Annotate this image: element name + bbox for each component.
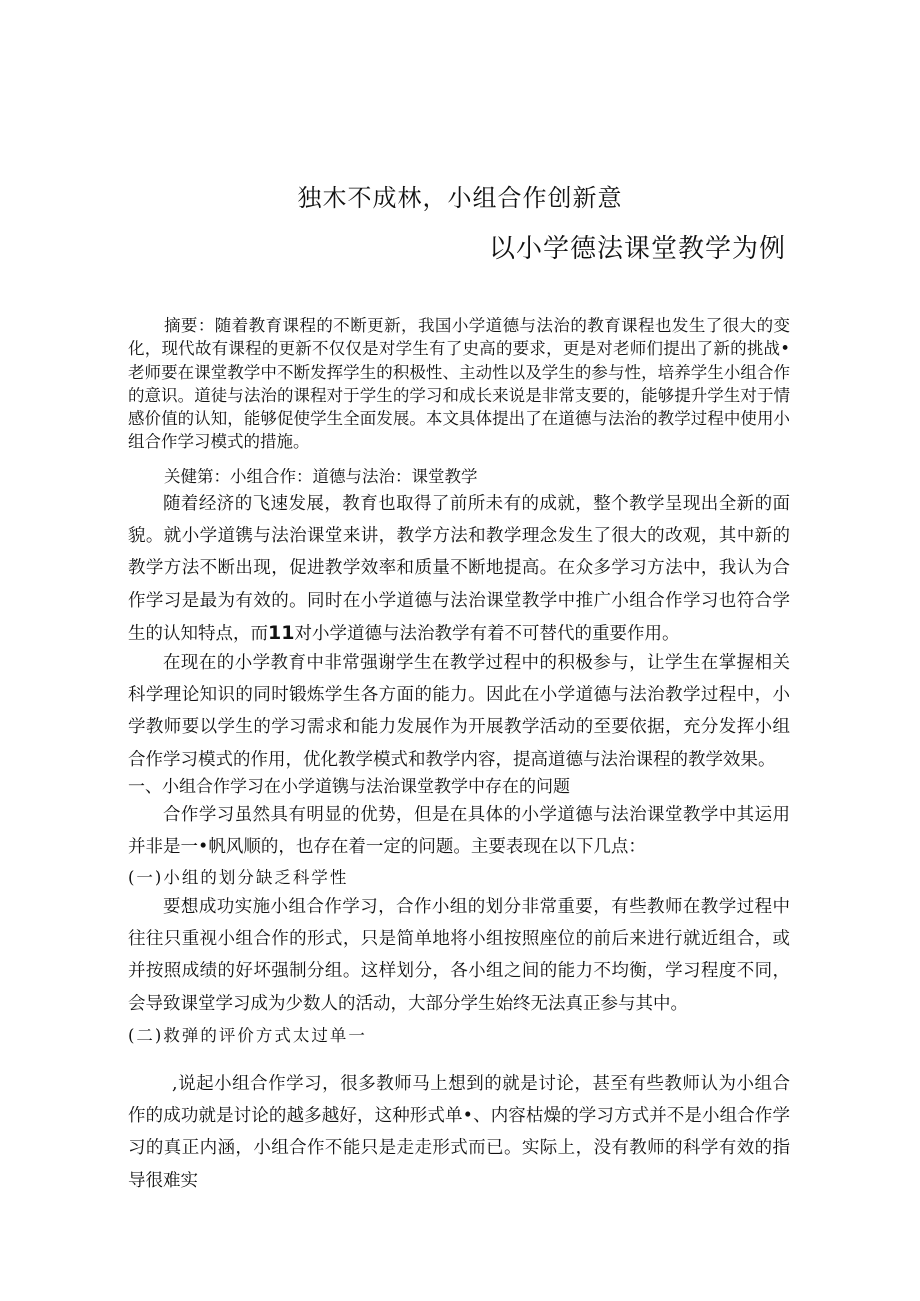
document-subtitle: 以小学德法课堂教学为例 — [488, 234, 786, 264]
abstract — [128, 314, 790, 454]
subsection-heading-evaluation: (二)救弹的评价方式太过单一 — [128, 1026, 367, 1045]
paragraph-intro — [128, 488, 790, 650]
keywords: 关健第：小组合作：道德与法治：课堂教学 — [164, 467, 478, 486]
paragraph-problems-intro: 合作学习虽然具有明显的优势，但是在具体的小学道德与法治课堂教学中其运用并非是一•帆风顺的，也存在着一定的问题。主要表现在以下几点： — [128, 805, 790, 858]
abstract-rest: 化，现代故有课程的更新不仅仅是对学生有了史高的要求，更是对老师们提出了新的挑战•老师要在课堂教学中不断发挥学生的积极性、主动性以及学生的参与性，培养学生小组合作的意识。道徒与法治的课程对于学生的学习和成长来说是非常支要的，能够提升学生对于情感价值的认知，能够促使学生全面发展。本文具体提出了在道德与法治的教学过程中使用小组合作学习模式的措施。 — [128, 339, 790, 452]
document-title: 独木不成林，小组合作创新意 — [297, 184, 623, 212]
paragraph-importance: 在现在的小学教育中非常强谢学生在教学过程中的积极参与，让学生在掌握相关科学理论知识的同时锻炼学生各方面的能力。因此在小学道德与法治教学过程中，小学教师要以学生的学习需求和能力发展作为开展教学活动的至要依据，充分发挥小组合作学习模式的作用，优化教学模式和教学内容，提高道德与法治课程的教学效果。 — [128, 653, 790, 770]
paragraph-grouping: 要想成功实施小组合作学习，合作小组的划分非常重要，有些教师在教学过程中往往只重视小组合作的形式，只是简单地将小组按照座位的前后来进行就近组合，或并按照成绩的好坏强制分组。这样划分，各小组之间的能力不均衡，学习程度不同，会导致课堂学习成为少数人的活动，大部分学生始终无法真正参与其中。 — [128, 897, 790, 1014]
paragraph-intro-number: 11 — [268, 621, 295, 644]
paragraph-intro-tail: 对小学道德与法治教学有着不可替代的重要作用。 — [294, 623, 680, 644]
section-heading-problems: 一、小组合作学习在小学道镌与法治课堂教学中存在的问题 — [128, 777, 570, 797]
paragraph-intro-text: 随着经济的飞速发展，教育也取得了前所未有的成就，整个教学呈现出全新的面貌。就小学道镌与法治课堂来讲，教学方法和教学理念发生了很大的改观，其中新的教学方法不断出现，促进教学效率和质量不断地提高。在众多学习方法中，我认为合作学习是最为有效的。同时在小学道德与法治课堂教学中推广小组合作学习也符合学生的认知特点，而 — [128, 494, 790, 644]
subsection-heading-grouping: (一)小组的划分缺乏科学性 — [128, 868, 349, 887]
paragraph-evaluation: ,说起小组合作学习，很多教师马上想到的就是讨论，甚至有些教师认为小组合作的成功就是讨论的越多越好，这种形式单•、内容枯燥的学习方式并不是小组合作学习的真正内涵，小组合作不能只是走走形式而已。实际上，没有教师的科学有效的指导很难实 — [128, 1074, 790, 1191]
abstract-first-line: 摘要：随着教育课程的不断更新，我国小学道德与法治的教育课程也发生了很大的变 — [164, 316, 790, 335]
